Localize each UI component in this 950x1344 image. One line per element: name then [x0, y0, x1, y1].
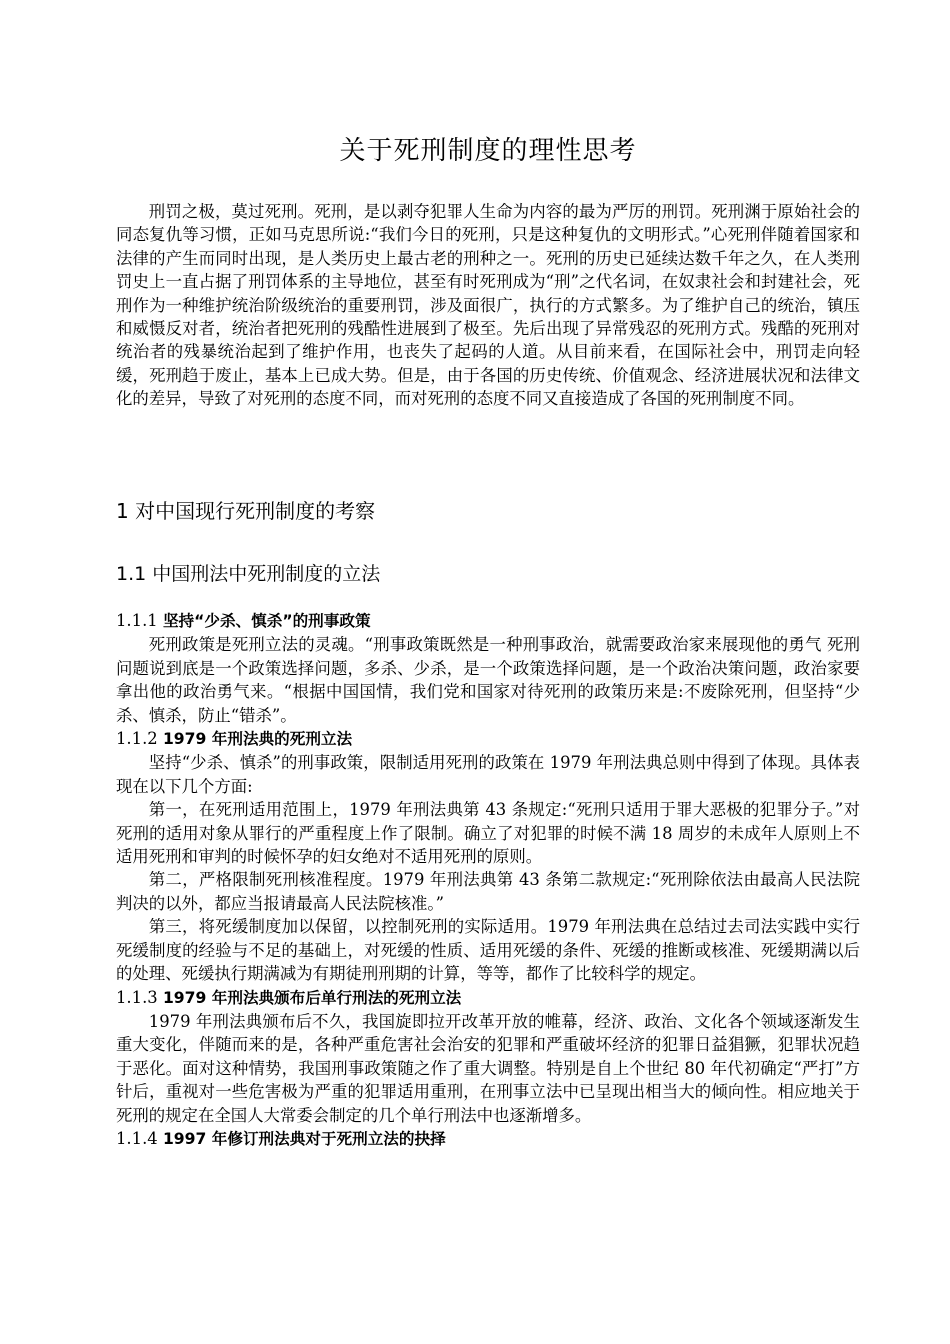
- paragraph: 第一，在死刑适用范围上，1979 年刑法典第 43 条规定:“死刑只适用于罪大恶极的犯罪分子。”对死刑的适用对象从罪行的严重程度上作了限制。确立了对犯罪的时候不满 18 周岁的未成年人原则上不适用死刑和审判的时候怀孕的妇女绝对不适用死刑的原则。: [116, 800, 860, 867]
- section-1-1-heading: 1.1 中国刑法中死刑制度的立法: [116, 563, 381, 585]
- section-number: 1.1.4: [116, 1128, 158, 1148]
- section-heading-text: 1979 年刑法典的死刑立法: [162, 730, 353, 749]
- section-1-heading: 1 对中国现行死刑制度的考察: [116, 499, 376, 523]
- paragraph: 坚持“少杀、慎杀”的刑事政策，限制适用死刑的政策在 1979 年刑法典总则中得到了体现。具体表现在以下几个方面:: [116, 753, 860, 796]
- section-number: 1.1.1: [116, 611, 158, 630]
- section-1-1-1: [116, 609, 860, 1151]
- intro-section: [116, 200, 860, 411]
- section-1-1-1-heading: [116, 609, 860, 633]
- section-number: 1.1.3: [116, 987, 158, 1007]
- paragraph: 第二，严格限制死刑核准程度。1979 年刑法典第 43 条第二款规定:“死刑除依法由最高人民法院判决的以外，都应当报请最高人民法院核准。”: [116, 870, 860, 913]
- section-number: 1.1.2: [116, 729, 158, 749]
- paragraph: 1979 年刑法典颁布后不久，我国旋即拉开改革开放的帷幕，经济、政治、文化各个领域逐渐发生重大变化，伴随而来的是，各种严重危害社会治安的犯罪和严重破坏经济的犯罪日益猖獗，犯罪状况趋于恶化。面对这种情势，我国刑事政策随之作了重大调整。特别是自上个世纪 80 年代初确定“严打”方针后，重视对一些危害极为严重的犯罪适用重刑，在刑事立法中已呈现出相当大的倾向性。相应地关于死刑的规定在全国人大常委会制定的几个单行刑法中也逐渐增多。: [116, 1011, 860, 1125]
- intro-paragraph: 刑罚之极，莫过死刑。死刑，是以剥夺犯罪人生命为内容的最为严厉的刑罚。死刑渊于原始社会的同态复仇等习惯，正如马克思所说:“我们今日的死刑，只是这种复仇的文明形式。”心死刑伴随着国家和法律的产生而同时出现，是人类历史上最古老的刑种之一。死刑的历史已延续达数千年之久，在人类刑罚史上一直占据了刑罚体系的主导地位，甚至有时死刑成为“刑”之代名词，在奴隶社会和封建社会，死刑作为一种维护统治阶级统治的重要刑罚，涉及面很广，执行的方式繁多。为了维护自己的统治，镇压和威慑反对者，统治者把死刑的残酷性进展到了极至。先后出现了异常残忍的死刑方式。残酷的死刑对统治者的残暴统治起到了维护作用，也丧失了起码的人道。从目前来看，在国际社会中，刑罚走向轻缓，死刑趋于废止，基本上已成大势。但是，由于各国的历史传统、价值观念、经济进展状况和法律文化的差异，导致了对死刑的态度不同，而对死刑的态度不同又直接造成了各国的死刑制度不同。: [116, 202, 860, 409]
- document-title: 关于死刑制度的理性思考: [339, 136, 637, 166]
- paragraph: 第三，将死缓制度加以保留，以控制死刑的实际适用。1979 年刑法典在总结过去司法实践中实行死缓制度的经验与不足的基础上，对死缓的性质、适用死缓的条件、死缓的推断或核准、死缓期满以后的处理、死缓执行期满减为有期徒刑刑期的计算，等等，都作了比较科学的规定。: [116, 917, 860, 984]
- section-heading-text: 1997 年修订刑法典对于死刑立法的抉择: [162, 1129, 446, 1148]
- section-heading-text: 1979 年刑法典颁布后单行刑法的死刑立法: [162, 988, 462, 1007]
- section-1-1-3-heading: [116, 986, 860, 1010]
- section-1-1-2-heading: [116, 727, 860, 751]
- section-heading-text: 坚持“少杀、慎杀”的刑事政策: [162, 612, 371, 630]
- section-1-1-4-heading: [116, 1127, 860, 1151]
- paragraph: 死刑政策是死刑立法的灵魂。“刑事政策既然是一种刑事政治，就需要政治家来展现他的勇气 死刑问题说到底是一个政策选择问题，多杀、少杀，是一个政策选择问题，是一个政治决策问题，政治家要拿出他的政治勇气来。“根据中国国情，我们党和国家对待死刑的政策历来是:不废除死刑，但坚持“少杀、慎杀，防止“错杀”。: [116, 635, 860, 725]
